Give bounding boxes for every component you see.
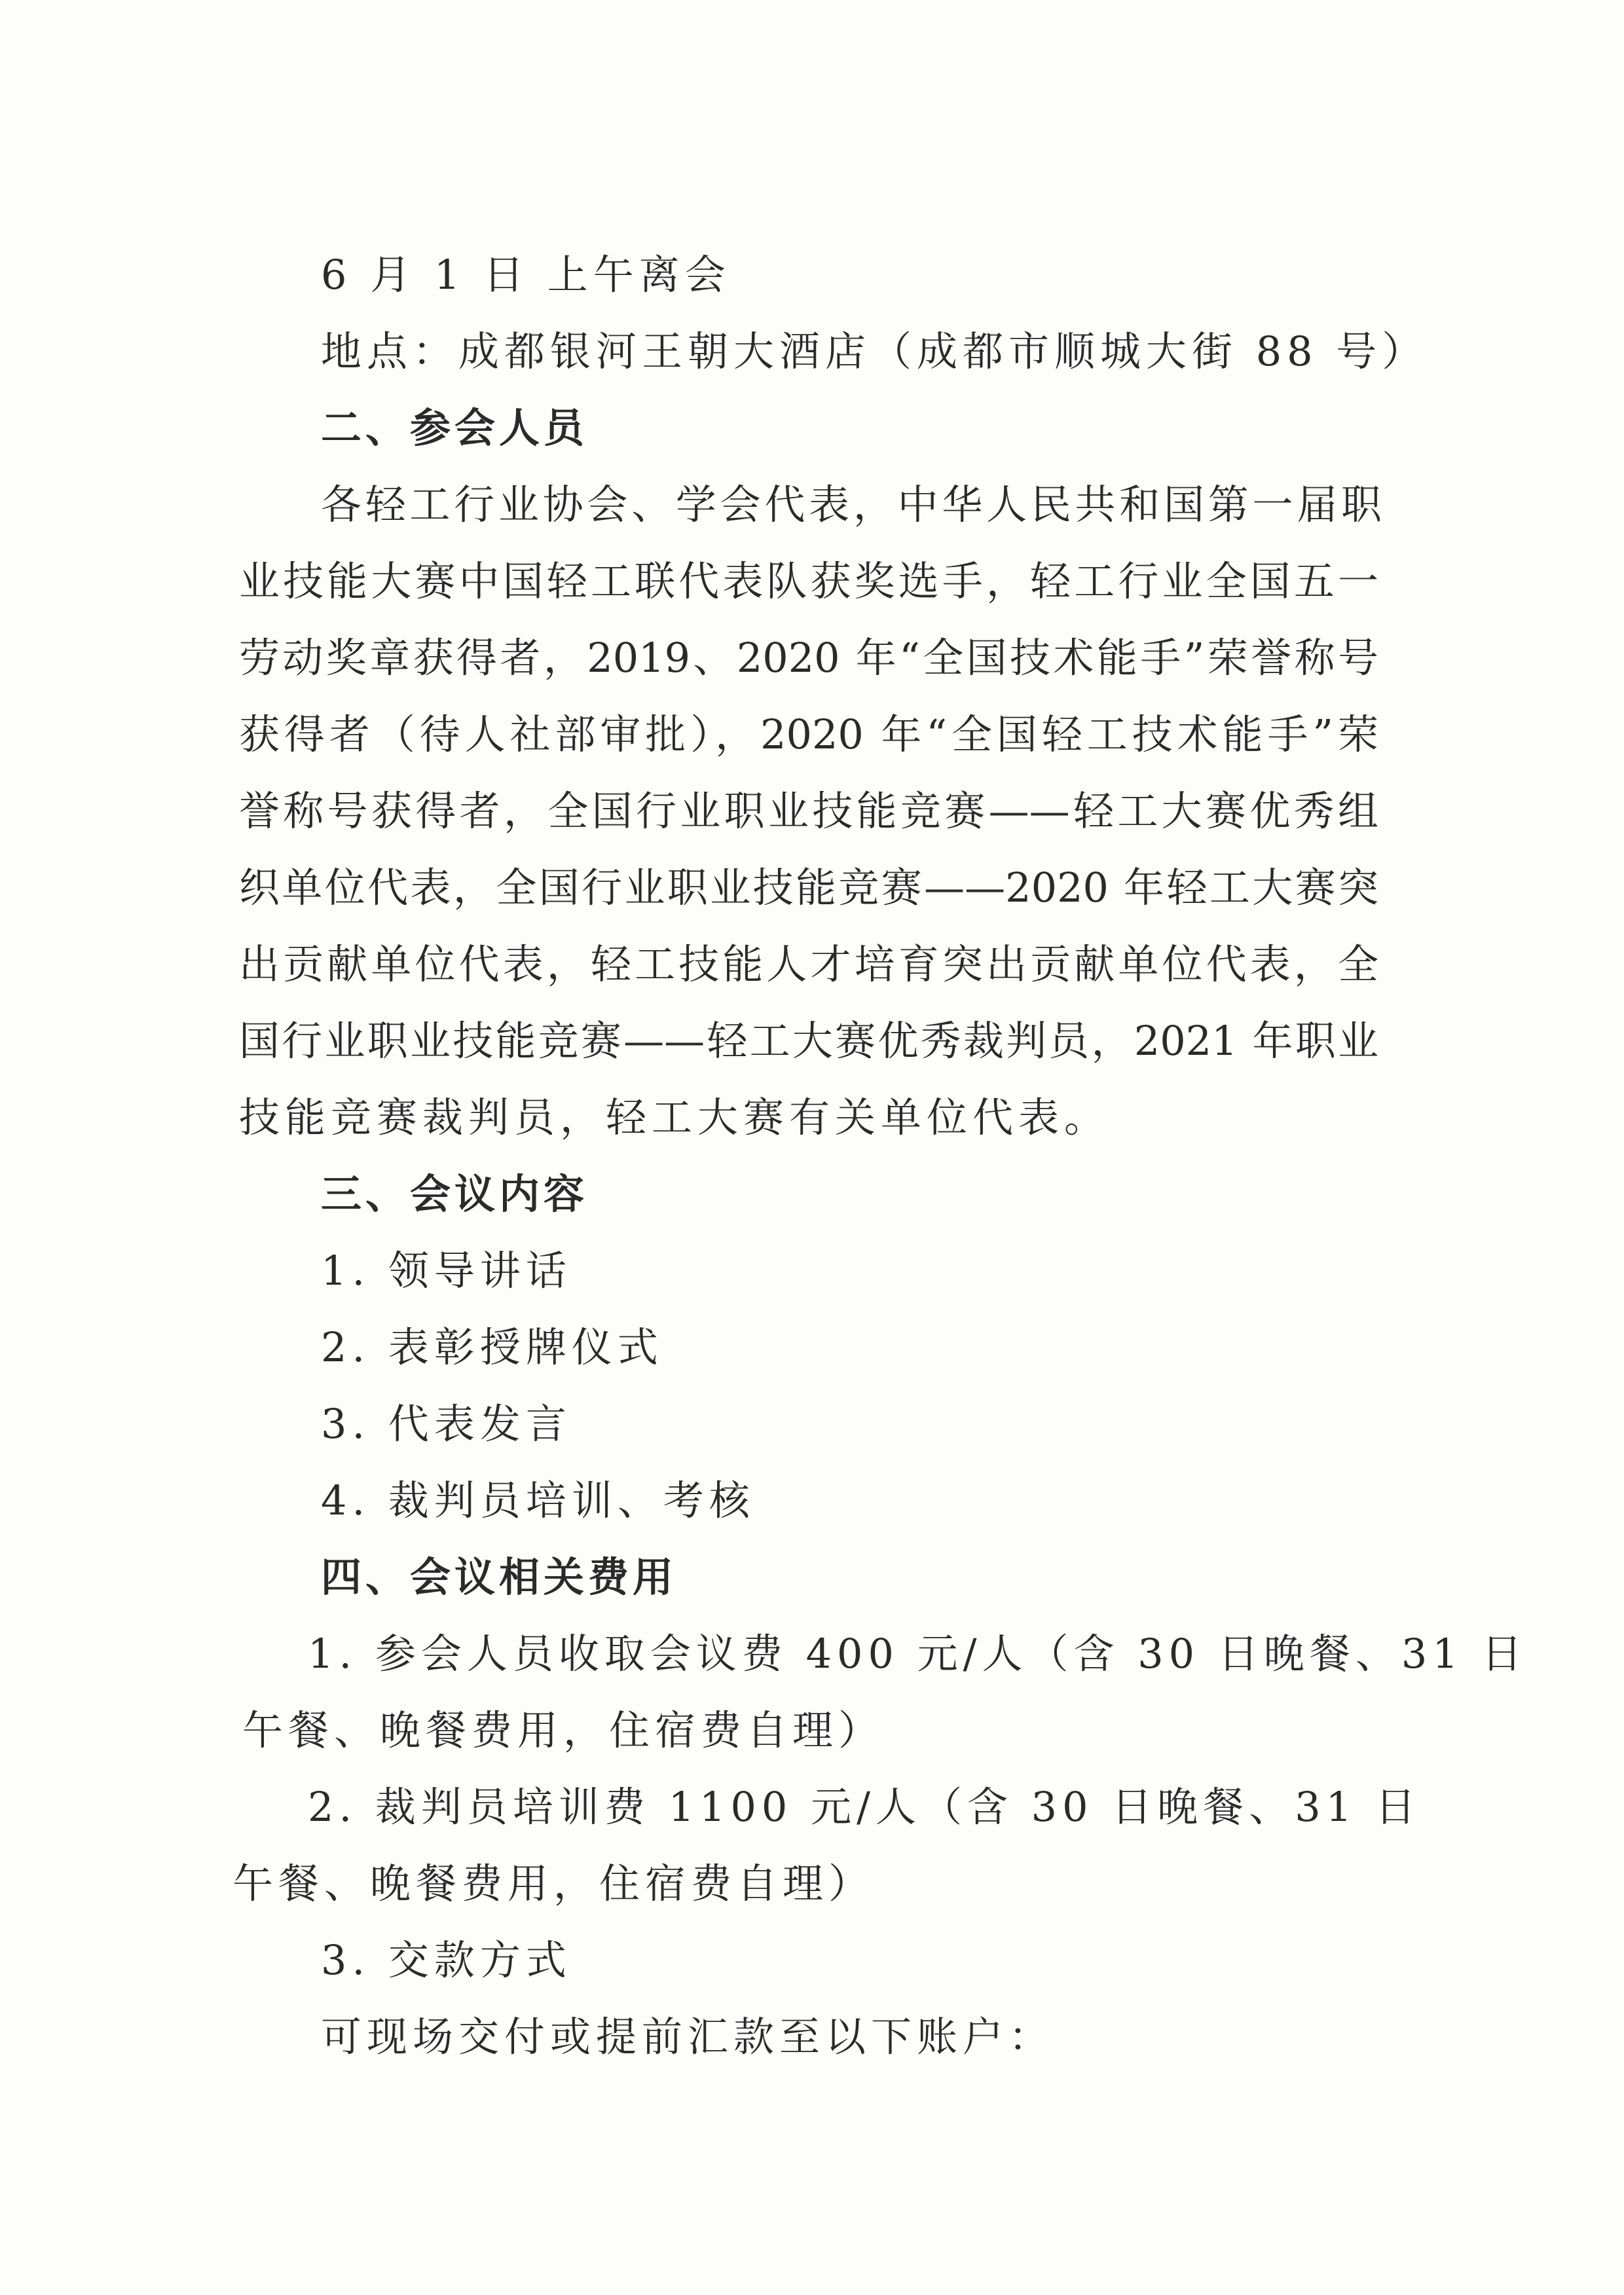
agenda-item-1: 1. 领导讲话 (321, 1247, 572, 1294)
attendees-line-8: 国行业职业技能竞赛——轻工大赛优秀裁判员，2021 年职业 (239, 1017, 1378, 1065)
fee-1-line-1: 1. 参会人员收取会议费 400 元/人（含 30 日晚餐、31 日 (308, 1630, 1528, 1678)
section-heading-agenda: 三、会议内容 (321, 1170, 589, 1218)
attendees-line-6: 织单位代表，全国行业职业技能竞赛——2020 年轻工大赛突 (239, 864, 1378, 911)
attendees-line-7: 出贡献单位代表，轻工技能人才培育突出贡献单位代表，全 (239, 940, 1378, 988)
section-heading-fees: 四、会议相关费用 (321, 1553, 678, 1601)
attendees-line-4: 获得者（待人社部审批），2020 年“全国轻工技术能手”荣 (239, 710, 1378, 758)
section-heading-attendees: 二、参会人员 (321, 404, 589, 452)
attendees-line-2: 业技能大赛中国轻工联代表队获奖选手，轻工行业全国五一 (239, 557, 1378, 605)
agenda-item-2: 2. 表彰授牌仪式 (321, 1323, 663, 1371)
fee-1-line-2: 午餐、晚餐费用，住宿费自理） (242, 1706, 885, 1754)
payment-method-heading: 3. 交款方式 (321, 1936, 572, 1984)
agenda-item-4: 4. 裁判员培训、考核 (321, 1477, 755, 1524)
attendees-line-9: 技能竞赛裁判员，轻工大赛有关单位代表。 (239, 1093, 1111, 1141)
date-line: 6 月 1 日 上午离会 (321, 251, 731, 299)
fee-2-line-1: 2. 裁判员培训费 1100 元/人（含 30 日晚餐、31 日 (308, 1783, 1421, 1831)
location-line: 地点：成都银河王朝大酒店（成都市顺城大街 88 号） (321, 327, 1428, 375)
attendees-line-1: 各轻工行业协会、学会代表，中华人民共和国第一届职 (321, 481, 1382, 528)
payment-note: 可现场交付或提前汇款至以下账户： (321, 2013, 1055, 2061)
attendees-line-5: 誉称号获得者，全国行业职业技能竞赛——轻工大赛优秀组 (239, 787, 1378, 835)
fee-2-line-2: 午餐、晚餐费用，住宿费自理） (232, 1860, 875, 1907)
attendees-line-3: 劳动奖章获得者，2019、2020 年“全国技术能手”荣誉称号 (239, 634, 1378, 682)
agenda-item-3: 3. 代表发言 (321, 1400, 572, 1448)
